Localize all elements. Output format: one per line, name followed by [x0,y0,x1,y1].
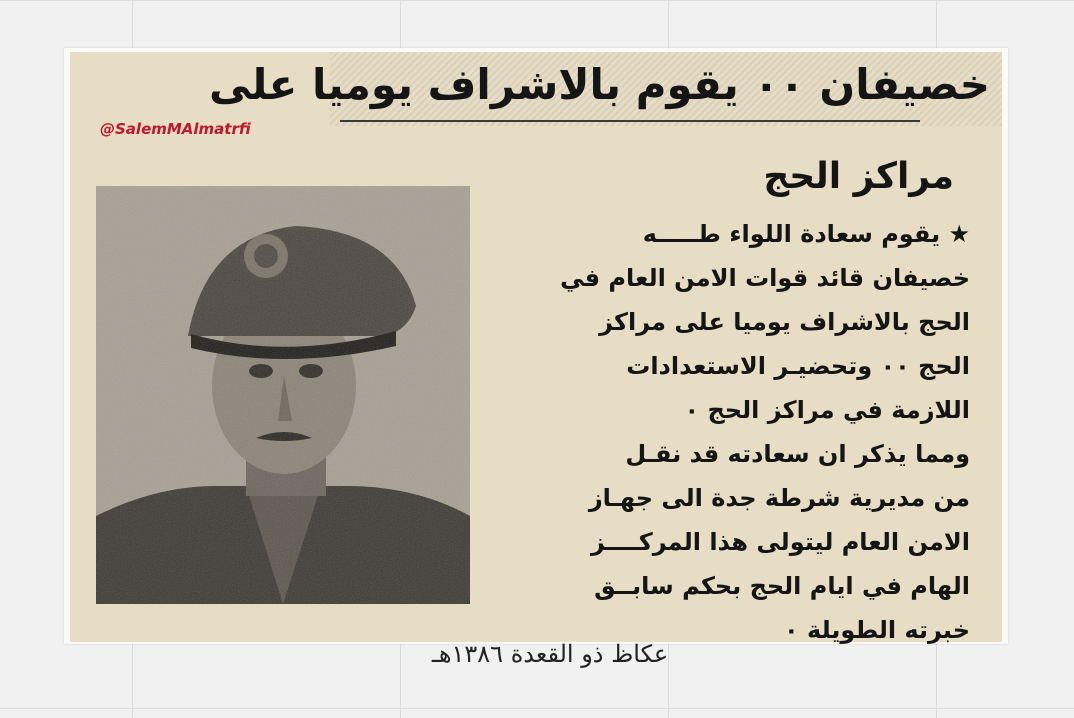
article-line: ومما يذكر ان سعادته قد نقـل [625,440,970,468]
watermark-handle: @SalemMAlmatrfi [100,120,251,138]
article-line: اللازمة في مراكز الحج ٠ [684,396,970,424]
grid-line [0,708,1074,709]
article-line: خصيفان قائد قوات الامن العام في [560,264,970,292]
article-line: الحج ٠٠ وتحضيـر الاستعدادات [626,352,970,380]
portrait-illustration [96,186,470,604]
headline: خصيفان ٠٠ يقوم بالاشراف يوميا على [209,60,990,109]
article-body [500,212,970,652]
subheadline: مراكز الحج [763,156,954,197]
article-line: الحج بالاشراف يوميا على مراكز [599,308,970,336]
article-line: من مديرية شرطة جدة الى جهـاز [588,484,970,512]
source-caption: عكاظ ذو القعدة ١٣٨٦هـ [431,640,669,668]
article-line: الهام في ايام الحج بحكم سابــق [594,572,970,600]
portrait-photo [96,186,470,604]
grid-line [0,0,1074,1]
article-line: خبرته الطويلة ٠ [784,616,970,644]
article-line: الامن العام ليتولى هذا المركــــز [591,528,970,556]
article-line: ★ يقوم سعادة اللواء طـــــه [642,220,970,248]
headline-rule [340,120,920,122]
